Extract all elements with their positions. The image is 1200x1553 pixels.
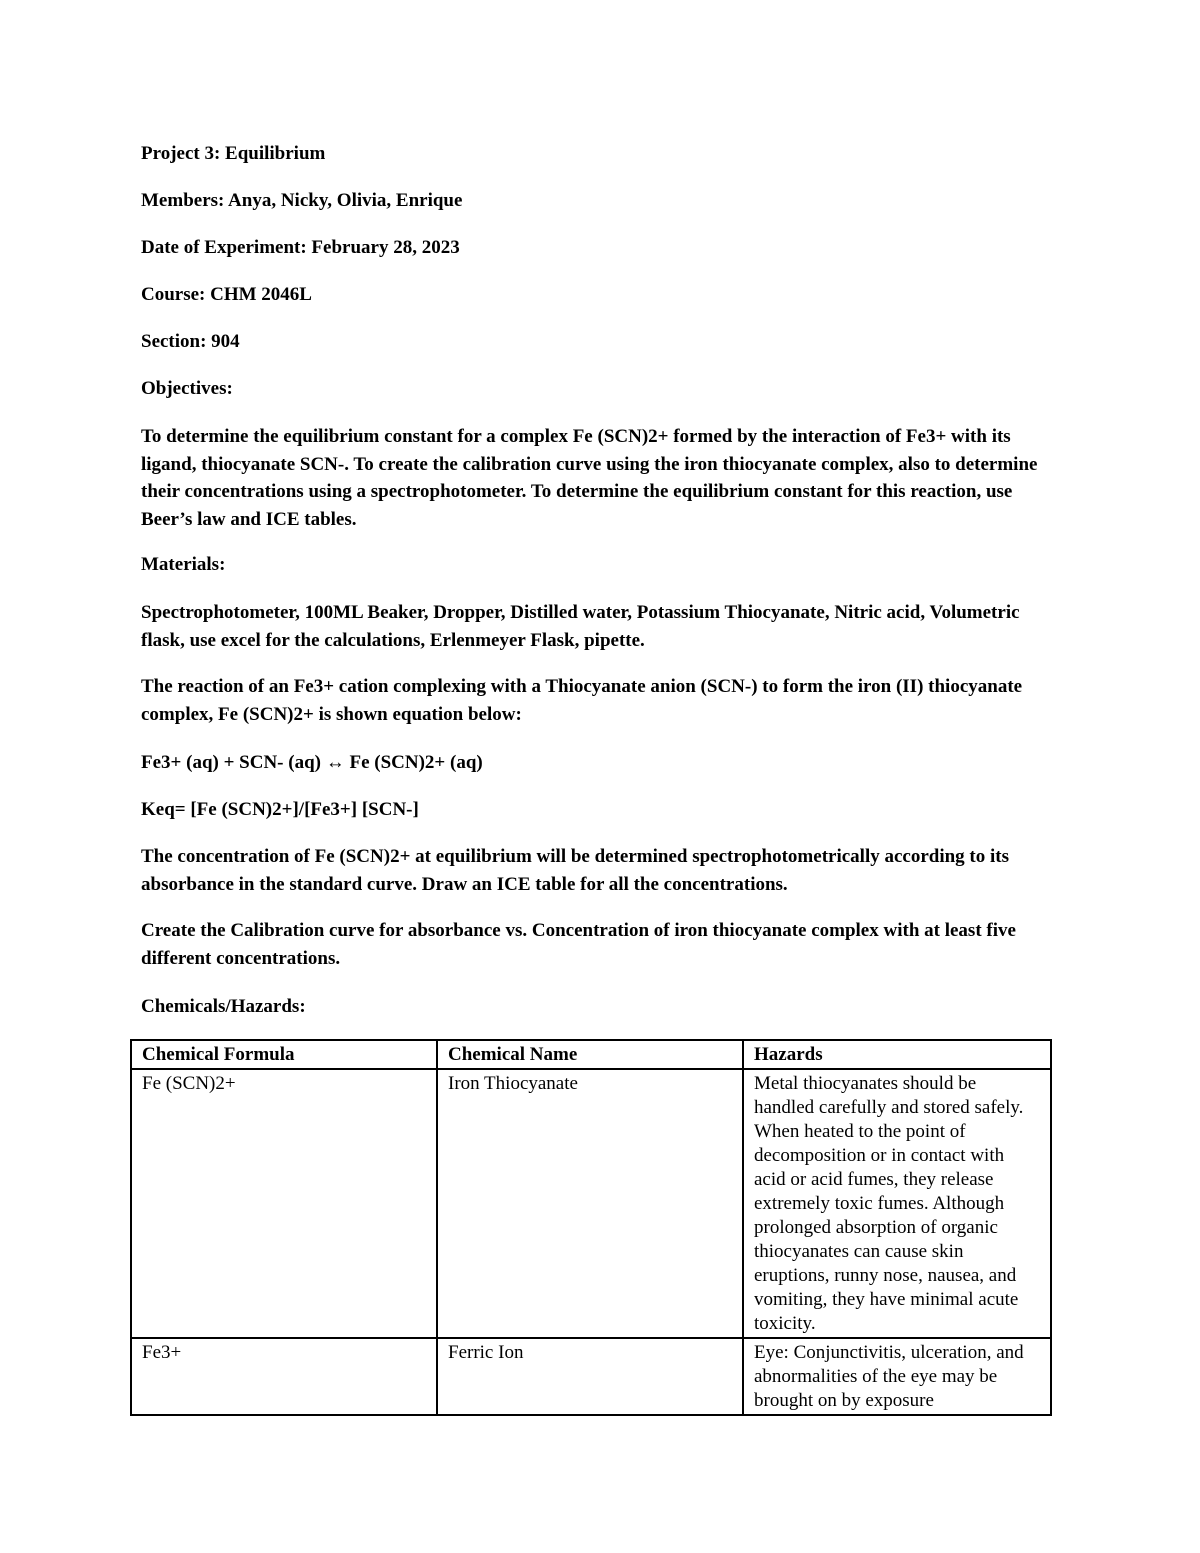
objectives-text: To determine the equilibrium constant for a complex Fe (SCN)2+ formed by the interaction of Fe3+ with its ligand, thiocyanate SCN-. To create the calibration curve using the iron thiocyanate complex, also to determine their concentrations using a spectrophotometer. To determine the equilibrium constant for this reaction, use Beer’s law and ICE tables.: [141, 426, 1038, 530]
cell-hazard: Eye: Conjunctivitis, ulceration, and abnormalities of the eye may be brought on by exposure: [743, 1338, 1051, 1415]
cell-name: Ferric Ion: [437, 1338, 743, 1415]
course-line: Course: CHM 2046L: [141, 284, 312, 305]
keq-expression: Keq= [Fe (SCN)2+]/[Fe3+] [SCN-]: [141, 799, 419, 820]
cell-formula: Fe (SCN)2+: [131, 1069, 437, 1338]
hazards-table: [130, 1039, 1052, 1416]
table-header-row: [131, 1040, 1051, 1069]
reaction-equation: Fe3+ (aq) + SCN- (aq) ↔ Fe (SCN)2+ (aq): [141, 752, 483, 773]
cell-hazard: Metal thiocyanates should be handled carefully and stored safely. When heated to the point of decomposition or in contact with acid or acid fumes, they release extremely toxic fumes. Although prolonged absorption of organic thiocyanates can cause skin eruptions, runny nose, nausea, and vomiting, they have minimal acute toxicity.: [743, 1069, 1051, 1338]
cell-name: Iron Thiocyanate: [437, 1069, 743, 1338]
date-line: Date of Experiment: February 28, 2023: [141, 237, 460, 258]
hazards-heading: Chemicals/Hazards:: [141, 996, 306, 1017]
section-line: Section: 904: [141, 331, 240, 352]
column-header-hazards: Hazards: [743, 1040, 1051, 1069]
column-header-formula: Chemical Formula: [131, 1040, 437, 1069]
members-line: Members: Anya, Nicky, Olivia, Enrique: [141, 190, 463, 211]
objectives-heading: Objectives:: [141, 378, 233, 399]
calibration-note: Create the Calibration curve for absorbance vs. Concentration of iron thiocyanate complex with at least five different concentrations.: [141, 920, 1016, 969]
table-row: [131, 1069, 1051, 1338]
reaction-intro: The reaction of an Fe3+ cation complexing with a Thiocyanate anion (SCN-) to form the iron (II) thiocyanate complex, Fe (SCN)2+ is shown equation below:: [141, 676, 1023, 725]
column-header-name: Chemical Name: [437, 1040, 743, 1069]
materials-text: Spectrophotometer, 100ML Beaker, Dropper, Distilled water, Potassium Thiocyanate, Nitric acid, Volumetric flask, use excel for the calculations, Erlenmeyer Flask, pipette.: [141, 602, 1020, 651]
table-row: [131, 1338, 1051, 1415]
concentration-note: The concentration of Fe (SCN)2+ at equilibrium will be determined spectrophotometrically according to its absorbance in the standard curve. Draw an ICE table for all the concentrations.: [141, 846, 1010, 895]
project-title: Project 3: Equilibrium: [141, 143, 326, 164]
materials-heading: Materials:: [141, 554, 226, 575]
cell-formula: Fe3+: [131, 1338, 437, 1415]
